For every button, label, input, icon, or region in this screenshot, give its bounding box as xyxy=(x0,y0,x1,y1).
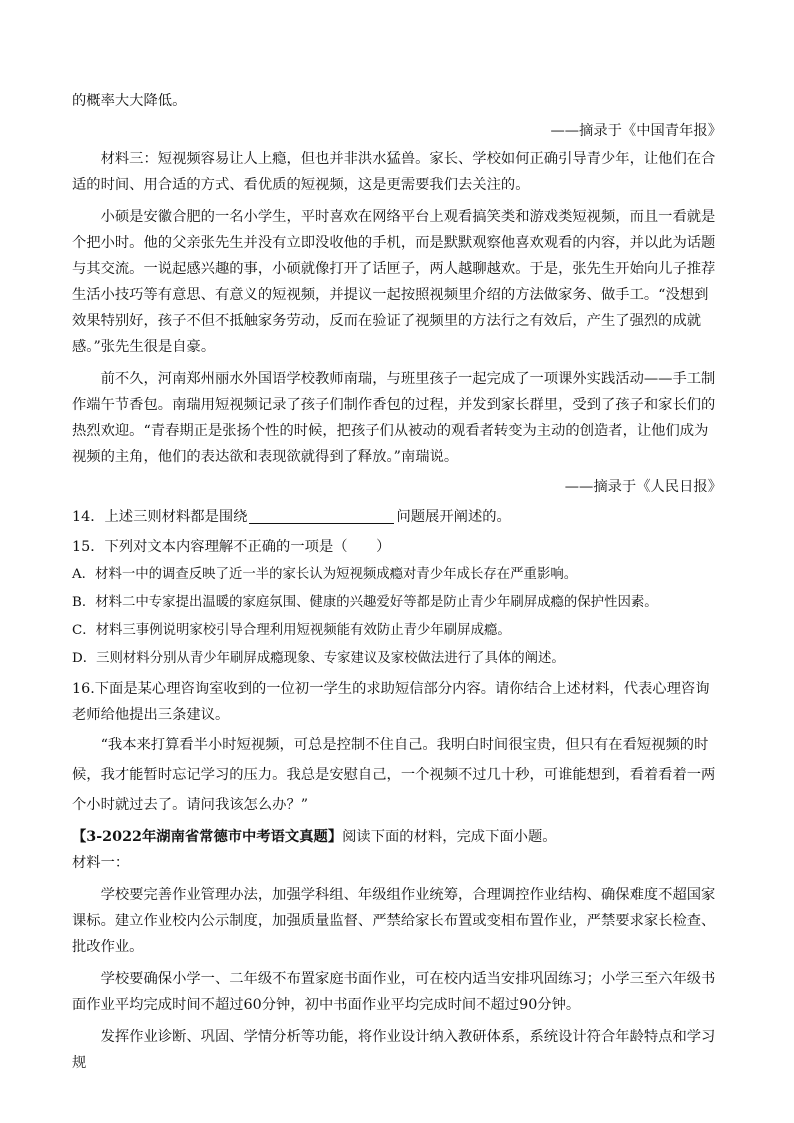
source-citation-2: ——摘录于《人民日报》 xyxy=(564,479,722,495)
option-a: A．材料一中的调查反映了近一半的家长认为短视频成瘾对青少年成长存在严重影响。 xyxy=(72,567,578,582)
material-3-intro: 材料三：短视频容易让人上瘾，但也并非洪水猛兽。家长、学校如何正确引导青少年，让他们在合适的时间、用合适的方式、看优质的短视频，这是更需要我们去关注的。 xyxy=(72,151,716,193)
material-1-paragraph-3: 发挥作业诊断、巩固、学情分析等功能，将作业设计纳入教研体系，系统设计符合年龄特点和学习规 xyxy=(72,1029,716,1071)
material-1-label: 材料一： xyxy=(72,855,130,871)
document-body xyxy=(72,88,722,1076)
material-3-example-1: 小硕是安徽合肥的一名小学生，平时喜欢在网络平台上观看搞笑类和游戏类短视频，而且一看就是个把小时。他的父亲张先生并没有立即没收他的手机，而是默默观察他喜欢观看的内容，并以此为话题与其交流。一说起感兴趣的事，小硕就像打开了话匣子，两人越聊越欢。于是，张先生开始向儿子推荐生活小技巧等有意思、有意义的短视频，并提议一起按照视频里介绍的方法做家务、做手工。“没想到效果特别好，孩子不但不抵触家务劳动，反而在验证了视频里的方法行之有效后，产生了强烈的成就感。”张先生很是自豪。 xyxy=(72,209,716,355)
material-3-example-2: 前不久，河南郑州丽水外国语学校教师南瑞，与班里孩子一起完成了一项课外实践活动——手工制作端午节香包。南瑞用短视频记录了孩子们制作香包的过程，并发到家长群里，受到了孩子和家长们的热烈欢迎。“青春期正是张扬个性的时候，把孩子们从被动的观看者转变为主动的创造者，让他们成为视频的主角，他们的表达欲和表现欲就得到了释放。”南瑞说。 xyxy=(72,371,716,465)
student-message-quote: “我本来打算看半小时短视频，可总是控制不住自己。我明白时间很宝贵，但只有在看短视频的时候，我才能暂时忘记学习的压力。我总是安慰自己，一个视频不过几十秒，可谁能想到，看着看着一两个小时就过去了。请问我该怎么办？” xyxy=(72,737,716,813)
material-1-paragraph-2: 学校要确保小学一、二年级不布置家庭书面作业，可在校内适当安排巩固练习；小学三至六年级书面作业平均完成时间不超过60分钟，初中书面作业平均完成时间不超过90分钟。 xyxy=(72,971,716,1013)
answer-blank[interactable] xyxy=(249,507,394,524)
question-16: 16.下面是某心理咨询室收到的一位初一学生的求助短信部分内容。请你结合上述材料，代表心理咨询老师给他提出三条建议。 xyxy=(72,681,710,723)
question-15: 15．下列对文本内容理解不正确的一项是（ ） xyxy=(72,539,391,555)
question-14-text-a: 14．上述三则材料都是围绕 xyxy=(72,509,248,525)
source-citation-1: ——摘录于《中国青年报》 xyxy=(550,123,722,139)
question-14 xyxy=(72,504,722,530)
question-14-text-b: 问题展开阐述的。 xyxy=(396,509,511,525)
paragraph-continuation: 的概率大大降低。 xyxy=(72,93,187,109)
option-d: D．三则材料分别从青少年刷屏成瘾现象、专家建议及家校做法进行了具体的阐述。 xyxy=(72,651,565,666)
option-c: C．材料三事例说明家校引导合理利用短视频能有效防止青少年刷屏成瘾。 xyxy=(72,623,511,638)
section-heading xyxy=(72,824,722,850)
option-b: B．材料二中专家提出温暖的家庭氛围、健康的兴趣爱好等都是防止青少年刷屏成瘾的保护性因素。 xyxy=(72,595,658,610)
section-source-label: 【3-2022年湖南省常德市中考语文真题】 xyxy=(72,829,343,845)
section-instruction: 阅读下面的材料，完成下面小题。 xyxy=(342,829,557,845)
material-1-paragraph-1: 学校要完善作业管理办法，加强学科组、年级组作业统筹，合理调控作业结构、确保难度不超国家课标。建立作业校内公示制度，加强质量监督、严禁给家长布置或变相布置作业，严禁要求家长检查、批改作业。 xyxy=(72,887,716,955)
